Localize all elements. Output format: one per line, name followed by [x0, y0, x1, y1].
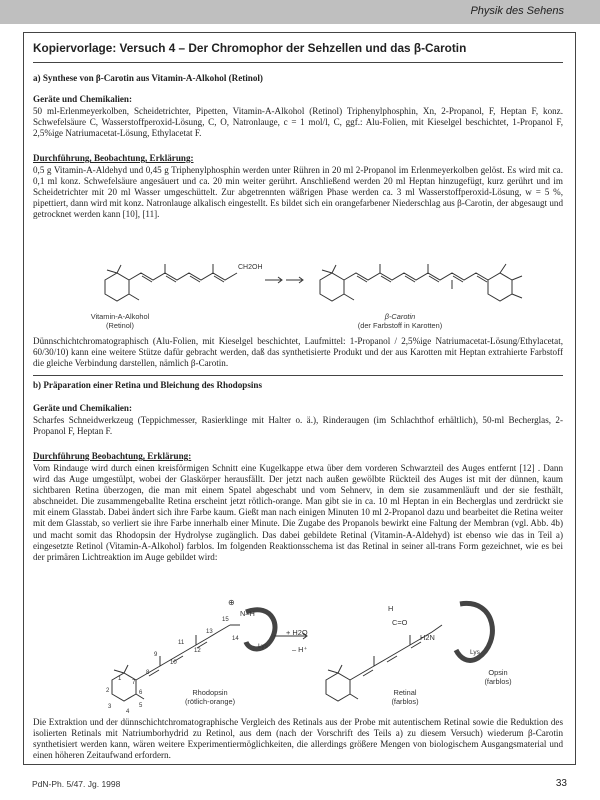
header-bar	[0, 0, 600, 24]
atom-number: 11	[178, 640, 185, 646]
part-b-procedure-text: Vom Rindauge wird durch einen kreisförmigen Schnitt eine Kugelkappe etwa über dem vorderen Schwarzteil des Auges entfernt [12] . Dann wird das Auge umgestülpt, wobei der Glaskörper herausfällt. Der jetzt nach außen gewölbte Rückteil des Auges ist mit der dünnen, kaum sichtbaren Retina überzogen, die man mit einem Spatel abgeschabt und vom Sehnerv, in dem sie zusammenläuft und der sie festhält, abschneidet. Die zusammengeballte Retina erscheint jetzt rötlich-orange. Man gibt sie in ca. 10 ml Heptan in ein Becherglas und zerdrückt sie mit einem Glasstab. Dabei ändert sich ihre Farbe kaum. Gießt man nach einigen Minuten 10 ml 2-Propanol dazu und bearbeitet die Retina weiter mit dem Glasstab, so verliert sie ihre Farbe innerhalb einer Minute. Die Zugabe des Propanols bewirkt eine Faltung der Membran (vgl. Abb. 4b) und macht somit das Rhodopsin der Hydrolyse zugänglich. Das dabei gebildete Retinal (Vitamin-A-Aldehyd) ist ebenso wie das in Teil a) eingesetzte Retinol (Vitamin-A-Alkohol) farblos. Im folgenden Reaktionsschema ist das Retinal in seiner all-trans Form gezeichnet, wie es bei der primären Lichtreaktion im Auge gebildet wird:	[33, 463, 563, 562]
part-b-procedure-heading: Durchführung Beobachtung, Erklärung:	[33, 451, 192, 461]
rhodopsin-subname: (rötlich-orange)	[184, 697, 236, 706]
tlc-text: Dünnschichtchromatographisch (Alu-Folien, mit Kieselgel beschichtet, Laufmittel: 1-Propanol / 2,5%ige Natriumacetat-Lösung/Ethylacetat, 60/30/10) kann eine weitere Stütze dafür gebracht werden, daß das synthetisierte Produkt und der aus Karotten mit Heptan extrahierte Farbstoff die gleiche Verbindung darstellen, nämlich β-Carotin.	[33, 336, 563, 369]
carotene-ring-right	[488, 273, 512, 301]
amine-label: H2N	[420, 633, 435, 642]
atom-number: 8	[146, 670, 150, 676]
page-number: 33	[555, 778, 567, 789]
atom-number: 2	[106, 688, 110, 694]
retinal-ring	[326, 673, 350, 701]
part-b-heading: b) Präparation einer Retina und Bleichung des Rhodopsins	[33, 380, 262, 390]
part-a-procedure-heading: Durchführung, Beobachtung, Erklärung:	[33, 153, 194, 163]
retinol-to-carotene-scheme	[95, 258, 545, 308]
atom-number: 15	[222, 617, 229, 623]
atom-number: 12	[194, 648, 201, 654]
atom-number: 9	[154, 652, 158, 658]
rhodopsin-chain	[136, 625, 230, 680]
rhodopsin-name: Rhodopsin	[192, 688, 228, 697]
atom-number: 7	[132, 680, 136, 686]
nh-label: N–H	[240, 609, 255, 618]
retinol-chain	[129, 273, 237, 280]
retinol-subname: (Retinol)	[106, 321, 134, 330]
atom-number: 4	[126, 709, 130, 715]
lys-label-left: Lys	[258, 643, 268, 650]
section-title: Physik des Sehens	[470, 5, 564, 17]
opsin-subname: (farblos)	[484, 677, 512, 686]
rhodopsin-bleaching-scheme	[98, 598, 518, 716]
page-title: Kopiervorlage: Versuch 4 – Der Chromophor der Sehzellen und das β-Carotin	[33, 41, 467, 55]
retinol-ring	[105, 273, 129, 301]
iminium-plus: ⊕	[228, 598, 235, 607]
atom-number: 14	[232, 636, 239, 642]
retinal-name: Retinal	[393, 688, 417, 697]
proton-label: – H⁺	[292, 645, 308, 654]
opsin-name: Opsin	[488, 668, 508, 677]
part-a-procedure-text: 0,5 g Vitamin-A-Aldehyd und 0,45 g Triphenylphosphin werden unter Rühren in 20 ml 2-Propanol im Erlenmeyerkolben gelöst. Es wird mit ca. 0,1 ml konz. Schwefelsäure angesäuert und ca. 20 min weiter gerührt. Anschließend werden 20 ml Heptan hinzugefügt, kurz gerührt und im Scheidetrichter mit 20 ml Wasser umgeschüttelt. Zur abgetrennten wäßrigen Phase werden ca. 3 ml Wasserstoffperoxid-Lösung, w = 5 %, pipettiert, dann wird mit konz. Natronlauge alkalisch eingestellt. Es bildet sich ein orangefarbener Niederschlag aus β-Carotin, der abgesaugt und getrocknet werden kann [10], [11].	[33, 165, 563, 220]
lys-label-right: Lys	[470, 649, 480, 656]
atom-number: 3	[108, 704, 112, 710]
aldehyde-co-label: C=O	[392, 618, 408, 627]
section-rule	[33, 375, 563, 376]
closing-text: Die Extraktion und der dünnschichtchromatographische Vergleich des Retinals aus der Probe mit autentischem Retinal sowie die Reduktion des isolierten Retinals mit Natriumborhydrid zu Retinol, aus dem (nach der Vorschrift des Teils a) zu diesem Versuch) wiederum β-Carotin synthetisiert werden kann, wären weitere Experimentiermöglichkeiten, die allerdings größere Mengen von biologischem Ausgangsmaterial und einen höheren Zeitaufwand erfordern.	[33, 717, 563, 761]
atom-number: 10	[170, 660, 177, 666]
part-a-materials-heading: Geräte und Chemikalien:	[33, 94, 133, 104]
carotene-chain	[344, 273, 488, 280]
atom-number: 5	[139, 703, 143, 709]
water-label: + H2O	[286, 628, 308, 637]
atom-number: 13	[206, 629, 213, 635]
retinal-subname: (farblos)	[391, 697, 419, 706]
part-a-heading: a) Synthese von β-Carotin aus Vitamin-A-Alkohol (Retinol)	[33, 73, 263, 83]
citation: PdN-Ph. 5/47. Jg. 1998	[32, 779, 121, 789]
atom-number: 1	[118, 676, 122, 682]
carotene-name: β-Carotin	[384, 312, 416, 321]
part-a-materials-text: 50 ml-Erlenmeyerkolben, Scheidetrichter, Pipetten, Vitamin-A-Alkohol (Retinol) Triphenylphosphin, Xn, 2-Propanol, F, Heptan F, konz. Schwefelsäure C, Wasserstoffperoxid-Lösung, C, O, Natronlauge, c = 1 mol/l, C, ggf.: Alu-Folien, mit Kieselgel beschichtet, 1-Propanol F, 2,5%ige Natriumacetat-Lösung, Ethylacetat F.	[33, 106, 563, 139]
carotene-subname: (der Farbstoff in Karotten)	[357, 321, 443, 330]
atom-number: 6	[139, 690, 143, 696]
retinol-name: Vitamin-A-Alkohol	[90, 312, 150, 321]
part-b-materials-heading: Geräte und Chemikalien:	[33, 403, 133, 413]
carotene-ring-left	[320, 273, 344, 301]
rhodopsin-ring	[112, 673, 136, 701]
ch2oh-label: CH2OH	[238, 264, 263, 271]
aldehyde-h-label: H	[388, 604, 394, 613]
part-b-materials-text: Scharfes Schneidwerkzeug (Teppichmesser, Rasierklinge mit Halter o. ä.), Rinderaugen (im Schlachthof erhältlich), 50-ml Becherglas, 2-Propanol F, Heptan F.	[33, 415, 563, 437]
title-rule	[33, 62, 563, 63]
